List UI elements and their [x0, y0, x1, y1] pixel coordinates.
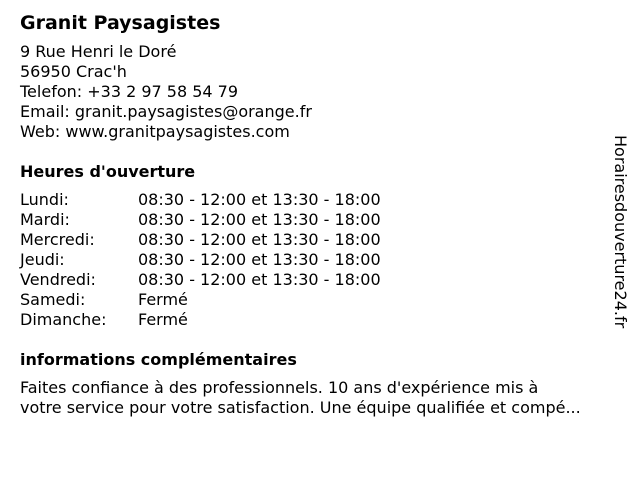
- web-line: Web: www.granitpaysagistes.com: [20, 122, 290, 141]
- hours-time: Fermé: [138, 310, 188, 329]
- hours-day: Samedi:: [20, 290, 86, 309]
- opening-hours-title: Heures d'ouverture: [20, 162, 196, 181]
- site-brand-vertical: Horairesdouverture24.fr: [611, 135, 630, 329]
- address-city: 56950 Crac'h: [20, 62, 127, 81]
- hours-day: Mardi:: [20, 210, 70, 229]
- additional-info-text: [20, 378, 640, 418]
- hours-time: 08:30 - 12:00 et 13:30 - 18:00: [138, 250, 381, 269]
- hours-time: 08:30 - 12:00 et 13:30 - 18:00: [138, 270, 381, 289]
- hours-row-tuesday: [20, 210, 620, 230]
- hours-day: Vendredi:: [20, 270, 96, 289]
- hours-day: Jeudi:: [20, 250, 65, 269]
- opening-hours-table: [20, 190, 620, 330]
- hours-day: Mercredi:: [20, 230, 95, 249]
- hours-row-saturday: [20, 290, 620, 310]
- additional-info-title: informations complémentaires: [20, 350, 297, 369]
- hours-row-wednesday: [20, 230, 620, 250]
- description-line: votre service pour votre satisfaction. Une équipe qualifiée et compé...: [20, 398, 581, 417]
- hours-time: Fermé: [138, 290, 188, 309]
- hours-day: Dimanche:: [20, 310, 107, 329]
- business-card: [20, 10, 620, 418]
- hours-row-friday: [20, 270, 620, 290]
- hours-time: 08:30 - 12:00 et 13:30 - 18:00: [138, 230, 381, 249]
- hours-time: 08:30 - 12:00 et 13:30 - 18:00: [138, 190, 381, 209]
- hours-day: Lundi:: [20, 190, 69, 209]
- hours-time: 08:30 - 12:00 et 13:30 - 18:00: [138, 210, 381, 229]
- email-line: Email: granit.paysagistes@orange.fr: [20, 102, 312, 121]
- hours-row-monday: [20, 190, 620, 210]
- business-name: Granit Paysagistes: [20, 12, 221, 34]
- phone-line: Telefon: +33 2 97 58 54 79: [20, 82, 239, 101]
- hours-row-thursday: [20, 250, 620, 270]
- address-street: 9 Rue Henri le Doré: [20, 42, 177, 61]
- hours-row-sunday: [20, 310, 620, 330]
- description-line: Faites confiance à des professionnels. 10 ans d'expérience mis à: [20, 378, 539, 397]
